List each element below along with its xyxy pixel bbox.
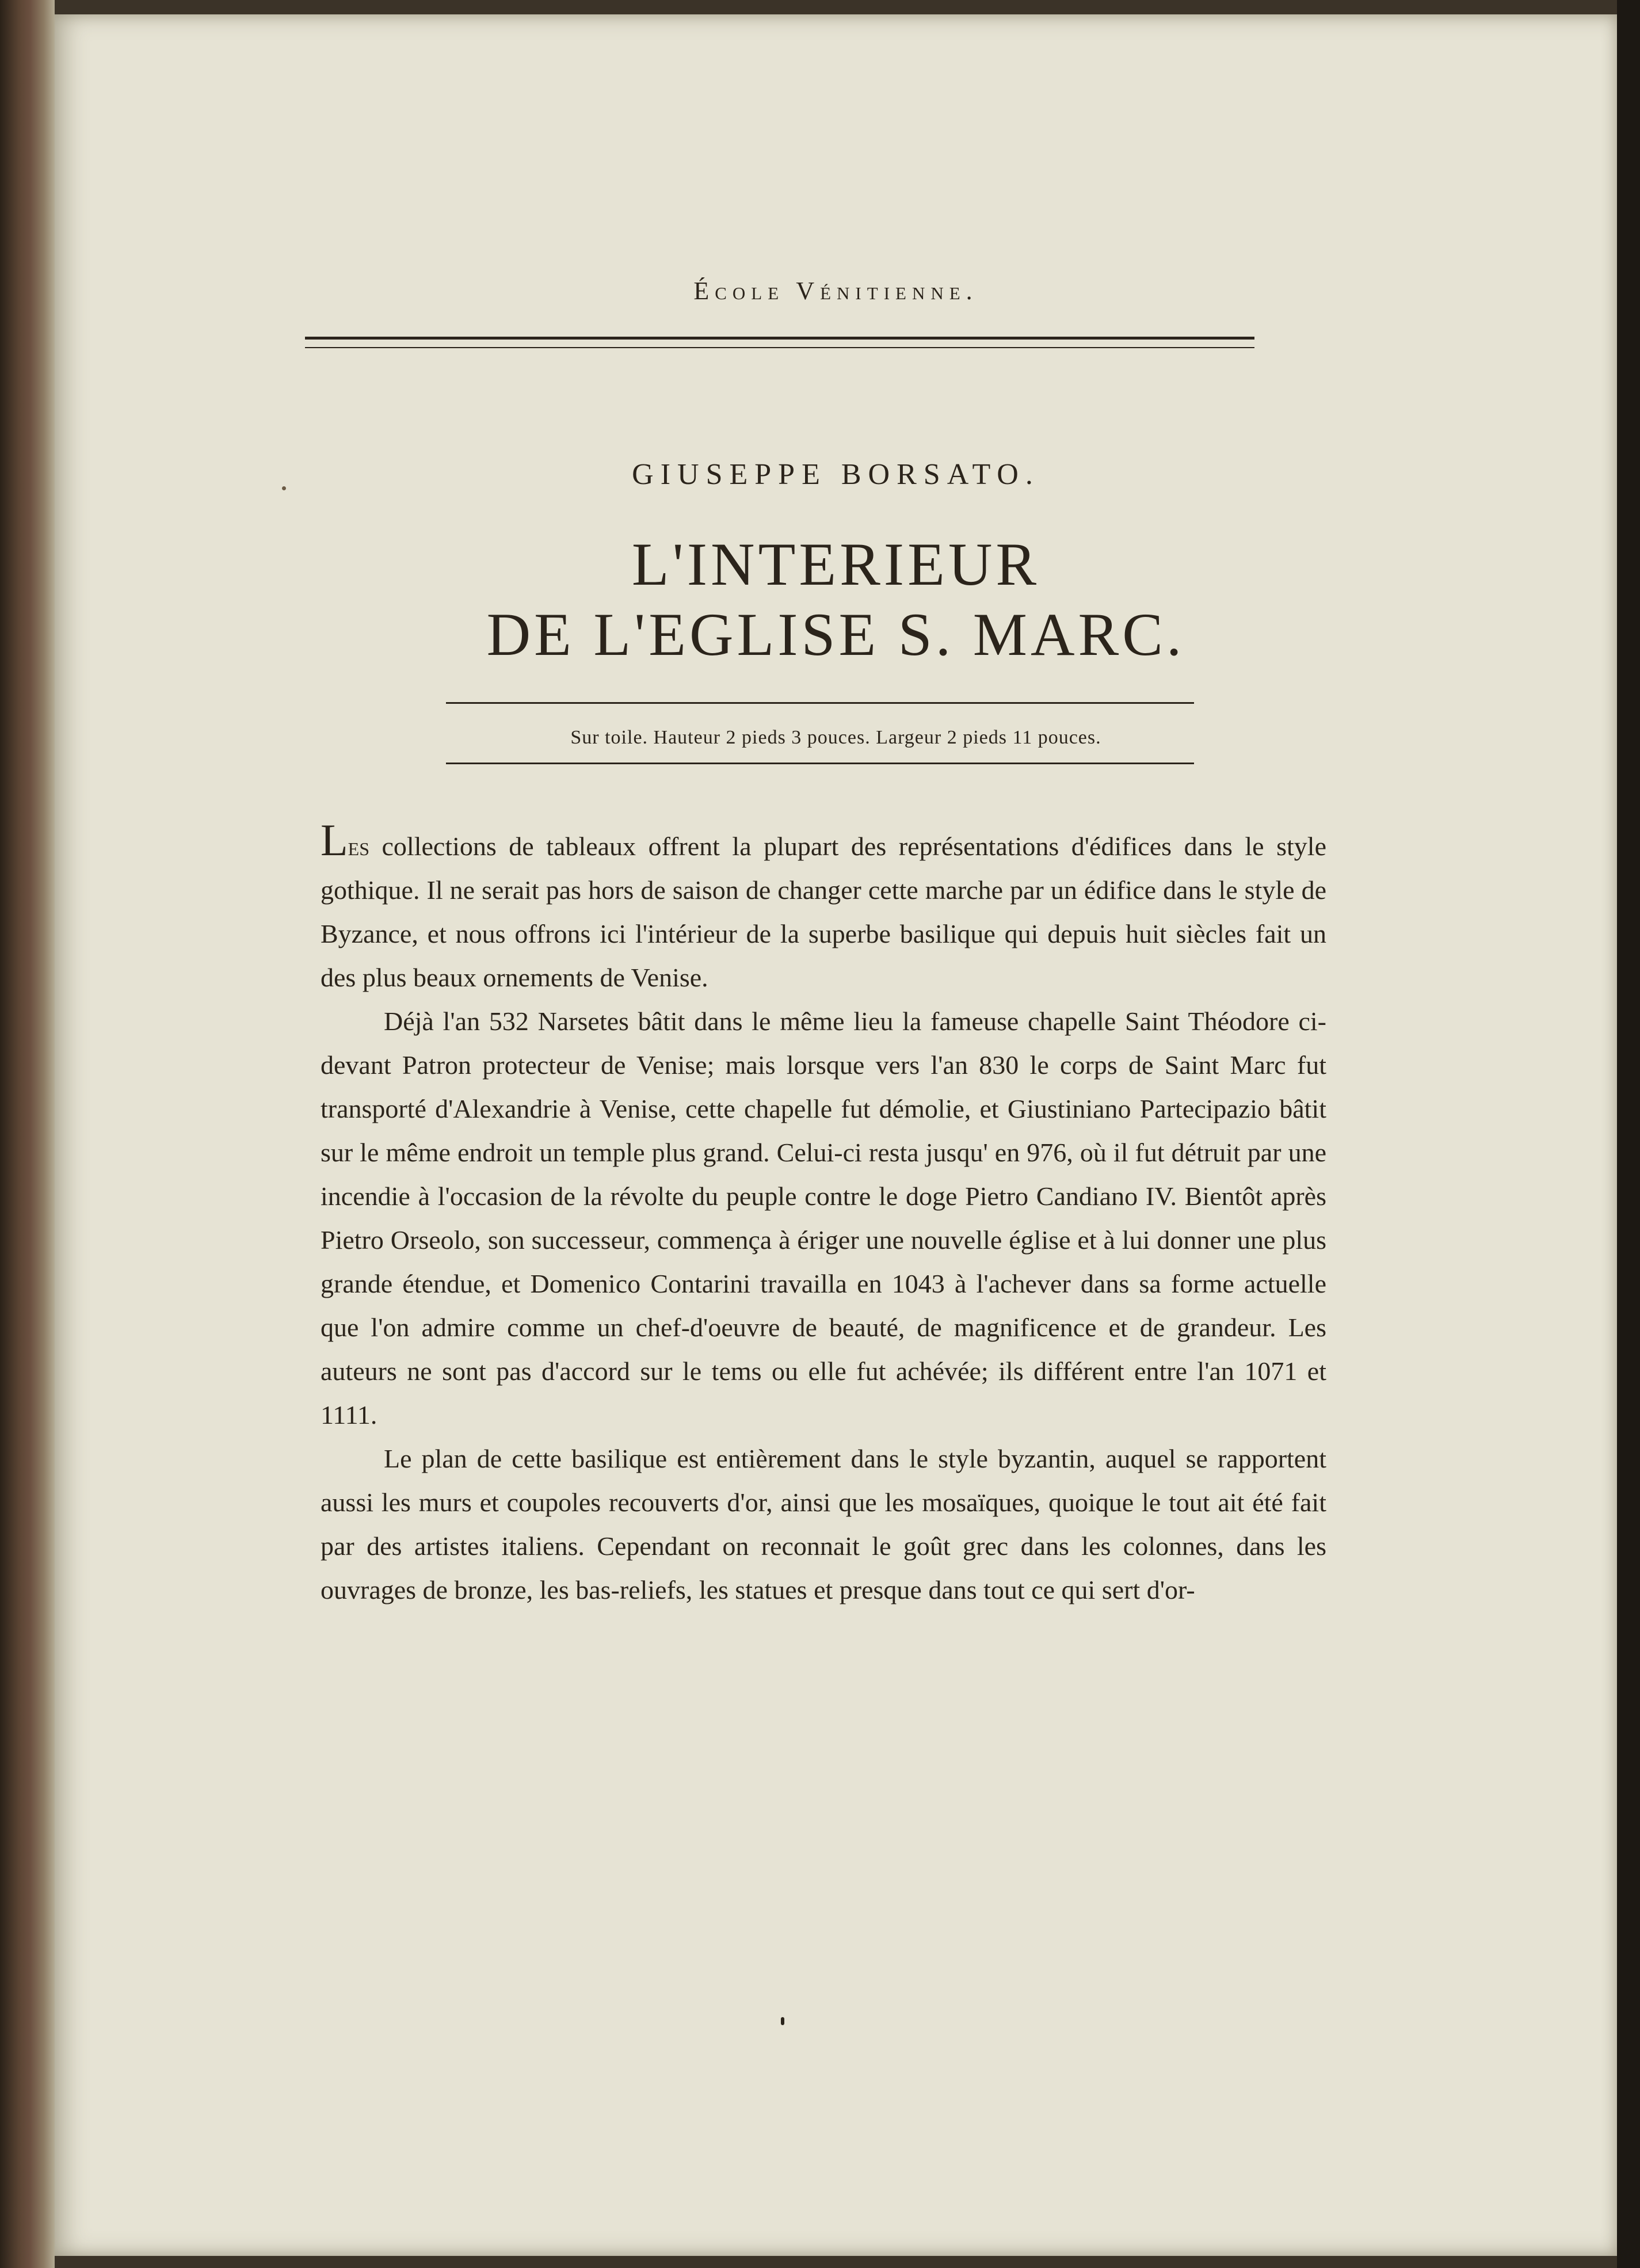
title-line-2: DE L'EGLISE S. MARC.: [486, 601, 1185, 668]
title-line-1: L'INTERIEUR: [631, 531, 1040, 598]
paragraph-3: Le plan de cette basilique est entièrement dans le style byzantin, auquel se rapportent aussi les murs et coupoles recouverts d'or, ainsi que les mosaïques, quoique le tout ait été fait par des artistes italiens. Cependant on reconnait le goût grec dans les colonnes, dans les ouvrages de bronze, les bas-reliefs, les statues et presque dans tout ce qui sert d'or-: [321, 1444, 1326, 1604]
drop-cap: L: [321, 815, 348, 865]
dimensions-note: Sur toile. Hauteur 2 pieds 3 pouces. Largeur 2 pieds 11 pouces.: [570, 727, 1101, 748]
paragraph-1: [321, 815, 1326, 1000]
paragraph-2: Déjà l'an 532 Narsetes bâtit dans le même lieu la fameuse chapelle Saint Théodore ci-devant Patron protecteur de Venise; mais lorsque vers l'an 830 le corps de Saint Marc fut transporté d'Alexandrie à Venise, cette chapelle fut démolie, et Giustiniano Partecipazio bâtit sur le même endroit un temple plus grand. Celui-ci resta jusqu' en 976, où il fut détruit par une incendie à l'occasion de la révolte du peuple contre le doge Pietro Candiano IV. Bientôt après Pietro Orseolo, son successeur, commença à ériger une nouvelle église et à lui donner une plus grande étendue, et Domenico Contarini travailla en 1043 à l'achever dans sa forme actuelle que l'on admire comme un chef-d'oeuvre de beauté, de magnificence et de grandeur. Les auteurs ne sont pas d'accord sur le tems ou elle fut achévée; ils différent entre l'an 1071 et 1111.: [321, 1007, 1326, 1430]
header-double-rule: [305, 337, 1254, 348]
scan-border-right: [1617, 0, 1640, 2268]
artwork-title: [55, 529, 1617, 670]
body-text: [321, 815, 1326, 1612]
artist-name: GIUSEPPE BORSATO.: [632, 458, 1040, 491]
book-spine-edge: [0, 0, 55, 2268]
paragraph-1-text: collections de tableaux offrent la plupart des représentations d'édifices dans le style gothique. Il ne serait pas hors de saison de changer cette marche par un édifice dans le style de Byzance, et nous offrons ici l'intérieur de la superbe basilique qui depuis huit siècles fait un des plus beaux ornements de Venise.: [321, 832, 1326, 992]
dimensions-rule-bottom: [446, 763, 1194, 764]
first-word-rest: es: [348, 832, 369, 861]
dimensions-rule-top: [446, 702, 1194, 704]
running-header: École Vénitienne.: [693, 277, 978, 305]
signature-mark: [781, 2017, 784, 2025]
page: [55, 14, 1617, 2256]
